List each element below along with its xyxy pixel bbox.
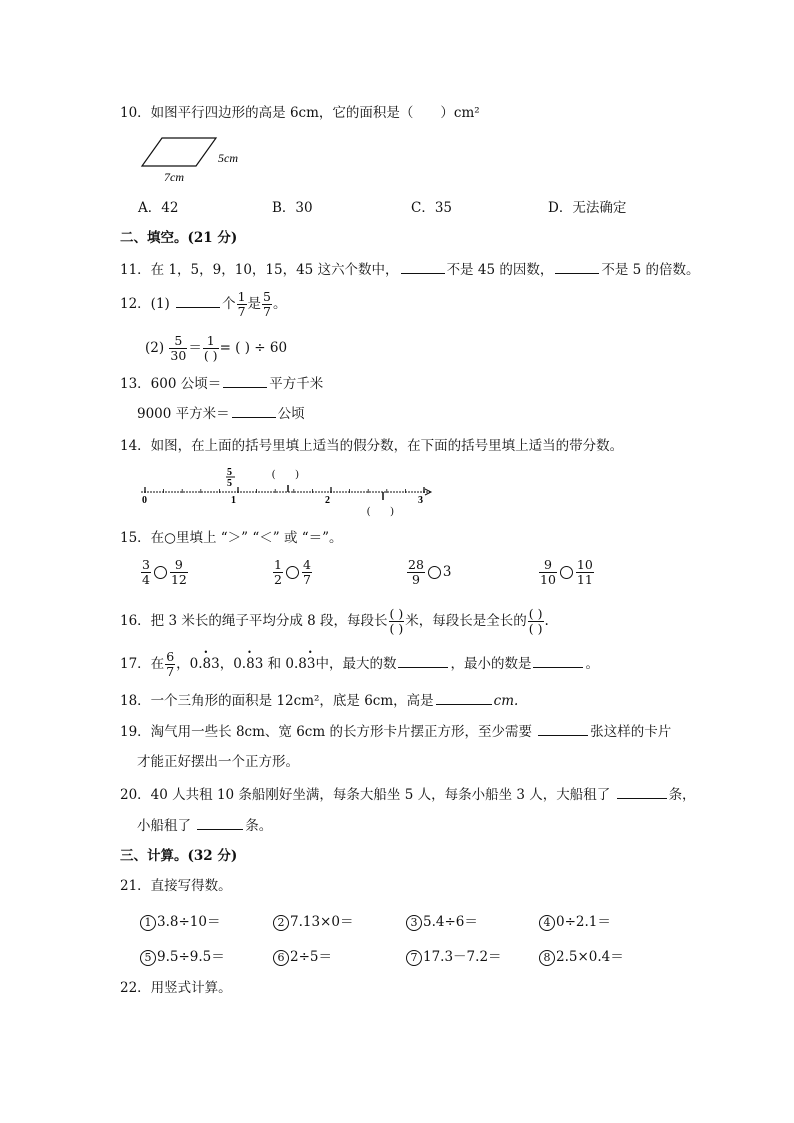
q21-item-3[interactable]: 3 5.4÷6＝ [406,910,478,931]
q11-text-b: 不是 45 的因数， [446,262,554,278]
q11 [120,259,700,280]
q13-text-a1: 13．600 公顷＝ [120,376,222,392]
q11-blank-2[interactable] [555,259,599,274]
q17-text-a: 17．在 [120,656,165,672]
q17-repeating-3: • 3 [307,654,316,674]
q18-blank[interactable] [436,690,492,705]
q12-part-2 [145,334,287,363]
q13-blank-1[interactable] [223,373,267,388]
q17-blank-2[interactable] [533,653,583,668]
q13-text-b1: 9000 平方米＝ [137,406,230,422]
q15-item-2: $\frac{1}{2}$ $\frac{4}{7}$ [274,557,311,587]
q17-blank-1[interactable] [398,653,448,668]
compare-circle[interactable] [428,566,441,579]
q13-text-a2: 平方千米 [269,376,324,392]
q12-fraction-2: $\frac{5}{7}$ [263,289,271,319]
q15-text: 15．在○里填上 “＞” “＜” 或 “＝”。 [120,530,343,546]
q10-option-d[interactable]: D．无法确定 [548,200,627,216]
q14-frac-den: 5 [227,478,232,489]
q21-text: 21．直接写得数。 [120,878,232,894]
q17-fraction: $\frac{6}{7}$ [166,649,175,679]
q20-line-1: 20．40 人共租 10 条船刚好坐满，每条大船坐 5 人，每条小船坐 3 人，大船租了 条， [120,784,696,805]
q12-text-b: 个 [222,296,236,312]
tick-label-0: 0 [142,495,147,506]
number-line-figure [135,462,440,520]
parallelogram-figure [138,134,253,186]
q16-text-b: 米，每段长是全长的 [405,613,527,629]
parallelogram-shape [142,138,216,166]
tick-label-1: 1 [231,495,236,506]
q10-side-label: 5cm [218,151,238,165]
q21-item-6[interactable]: 6 2÷5＝ [273,945,332,966]
q19-line-1: 19．淘气用一些长 8cm、宽 6cm 的长方形卡片摆正方形，至少需要 张这样的卡片 [120,721,671,742]
q16-text-a: 16．把 3 米长的绳子平均分成 8 段，每段长 [120,613,388,629]
q14-frac-num: 5 [227,467,232,478]
q13-blank-2[interactable] [232,403,276,418]
q19-line-2: 才能正好摆出一个正方形。 [137,754,299,770]
q12-text-a: 12．(1) [120,296,175,312]
q10-option-b[interactable]: B．30 [272,200,313,216]
q10-base-label: 7cm [164,170,184,184]
q15-item-1: $\frac{3}{4}$ $\frac{9}{12}$ [142,557,187,587]
q21-item-8[interactable]: 8 2.5×0.4＝ [539,945,624,966]
q12-part-1 [120,290,287,319]
q12-blank-1[interactable] [176,293,220,308]
q13-line-2 [137,403,305,424]
q21-item-7[interactable]: 7 17.3－7.2＝ [406,945,502,966]
q13-line-1 [120,373,323,394]
q16-fraction-1[interactable]: $\frac{( )}{( )}$ [389,606,404,636]
q13-text-b2: 公顷 [277,406,305,422]
q20-blank-1[interactable] [617,784,667,799]
section-3-title: 三、计算。(32 分) [120,848,238,864]
q14-top-paren[interactable]: ( ) [272,469,299,480]
q17-repeating-8: • 8 [246,654,255,674]
section-2-title: 二、填空。(21 分) [120,230,238,246]
q10-option-a[interactable]: A．42 [138,200,179,216]
compare-circle[interactable] [560,566,573,579]
q20-blank-2[interactable] [197,815,243,830]
q21-item-2[interactable]: 2 7.13×0＝ [273,910,353,931]
tick-label-2: 2 [325,495,330,506]
tick-label-3: 3 [418,495,423,506]
q22-text: 22．用竖式计算。 [120,980,232,996]
q10-text: 10．如图平行四边形的高是 6cm，它的面积是（ ）cm² [120,105,480,121]
q12-fraction-1: $\frac{1}{7}$ [237,289,246,319]
q19-blank[interactable] [538,721,588,736]
q16-text-c: . [544,613,549,629]
q12-text-c: 是 [247,296,262,312]
q12-equals: ＝ [188,340,202,356]
q21-item-5[interactable]: 5 9.5÷9.5＝ [140,945,225,966]
q10-option-c[interactable]: C．35 [411,200,453,216]
q12-fraction-3: $\frac{5}{30}$ [170,333,187,363]
q12-fraction-4[interactable]: $\frac{1}{( )}$ [203,333,218,363]
compare-circle[interactable] [286,566,299,579]
q17-repeating-83: • 83 [203,654,220,674]
compare-circle[interactable] [154,566,167,579]
q16-fraction-2[interactable]: $\frac{( )}{( )}$ [528,606,543,636]
q17: 17．在 $\frac{6}{7}$ ，0.• 83，0.• 83 和 0.8• 3中，最大的数 ，最小的数是 。 [120,650,599,679]
q15-item-3: $\frac{28}{9}$ 3 [408,557,452,587]
q21-item-1[interactable]: 1 3.8÷10＝ [140,910,220,931]
q11-text-a: 11．在 1，5，9，10，15，45 这六个数中， [120,262,399,278]
q12-text-d: 。 [273,296,287,312]
q14-bottom-paren[interactable]: ( ) [367,506,394,517]
q11-blank-1[interactable] [401,259,445,274]
q12-tail[interactable]: = ( ) ÷ 60 [219,340,288,356]
q16 [120,607,549,636]
q14-text: 14．如图，在上面的括号里填上适当的假分数，在下面的括号里填上适当的带分数。 [120,438,624,454]
q15-item-4: $\frac{9}{10}$ $\frac{10}{11}$ [540,557,593,587]
q12-part-2-label: (2) [145,340,165,356]
q21-item-4[interactable]: 4 0÷2.1＝ [539,910,611,931]
q18: 18．一个三角形的面积是 12cm²，底是 6cm，高是 cm. [120,690,518,711]
q20-line-2: 小船租了 条。 [137,815,272,836]
q11-text-c: 不是 5 的倍数。 [601,262,700,278]
